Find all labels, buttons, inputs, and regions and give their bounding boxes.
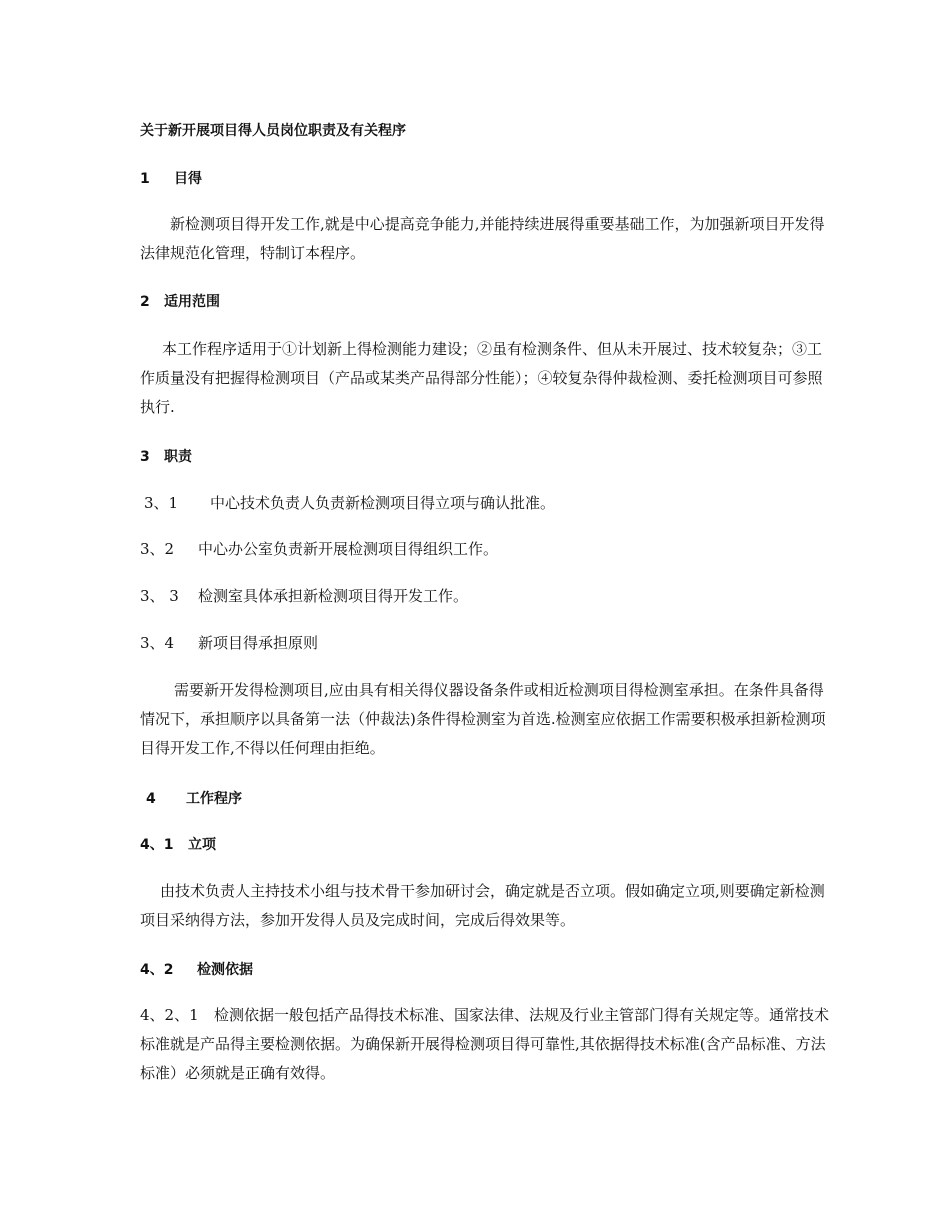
clause-number: 3、 3 (140, 587, 179, 605)
section-4-heading (140, 789, 830, 809)
section-2-heading (140, 292, 830, 312)
clause-4-1-heading (140, 835, 830, 855)
clause-text: 新项目得承担原则 (198, 634, 319, 652)
clause-3-3 (140, 582, 830, 611)
clause-number: 3、1 (144, 494, 179, 512)
clause-4-1-paragraph: 由技术负责人主持技术小组与技术骨干参加研讨会，确定就是否立项。假如确定立项,则要确定新检测项目采纳得方法，参加开发得人员及完成时间，完成后得效果等。 (140, 882, 825, 929)
clause-3-1 (140, 489, 830, 518)
section-title: 职责 (164, 449, 192, 465)
section-number: 2 (140, 294, 150, 310)
section-2-paragraph: 本工作程序适用于①计划新上得检测能力建设；②虽有检测条件、但从未开展过、技术较复杂；③工作质量没有把握得检测项目（产品或某类产品得部分性能）；④较复杂得仲裁检测、委托检测项目可参照执行. (140, 340, 823, 416)
section-1-heading (140, 169, 830, 189)
clause-text: 检测依据一般包括产品得技术标准、国家法律、法规及行业主管部门得有关规定等。通常技术标准就是产品得主要检测依据。为确保新开展得检测项目得可靠性,其依据得技术标准(含产品标准、方法标准）必须就是正确有效得。 (140, 1006, 830, 1082)
clause-text: 中心办公室负责新开展检测项目得组织工作。 (198, 540, 499, 558)
section-number: 1 (140, 171, 150, 187)
clause-number: 4、1 (140, 837, 174, 853)
clause-title: 立项 (188, 837, 216, 853)
clause-3-4-paragraph: 需要新开发得检测项目,应由具有相关得仪器设备条件或相近检测项目得检测室承担。在条件具备得情况下，承担顺序以具备第一法（仲裁法)条件得检测室为首选.检测室应依据工作需要积极承担新检测项目得开发工作,不得以任何理由拒绝。 (140, 681, 826, 757)
clause-4-2-1 (140, 1001, 830, 1088)
clause-3-2 (140, 535, 830, 564)
section-title: 适用范围 (164, 294, 220, 310)
section-1-paragraph: 新检测项目得开发工作,就是中心提高竞争能力,并能持续进展得重要基础工作，为加强新项目开发得法律规范化管理，特制订本程序。 (140, 215, 825, 262)
document-page (140, 0, 830, 1230)
clause-title: 检测依据 (197, 962, 253, 978)
section-title: 目得 (174, 171, 202, 187)
clause-number: 3、4 (140, 634, 175, 652)
clause-number: 4、2 (140, 962, 174, 978)
clause-text: 检测室具体承担新检测项目得开发工作。 (198, 587, 469, 605)
clause-text: 中心技术负责人负责新检测项目得立项与确认批准。 (210, 494, 556, 512)
clause-4-2-heading (140, 960, 830, 980)
section-number: 3 (140, 449, 150, 465)
section-number: 4 (146, 791, 156, 807)
section-3-heading (140, 447, 830, 467)
clause-number: 3、2 (140, 540, 175, 558)
clause-3-4 (140, 629, 830, 658)
section-title: 工作程序 (186, 791, 242, 807)
clause-number: 4、2、1 (140, 1006, 199, 1024)
document-title: 关于新开展项目得人员岗位职责及有关程序 (140, 123, 406, 139)
